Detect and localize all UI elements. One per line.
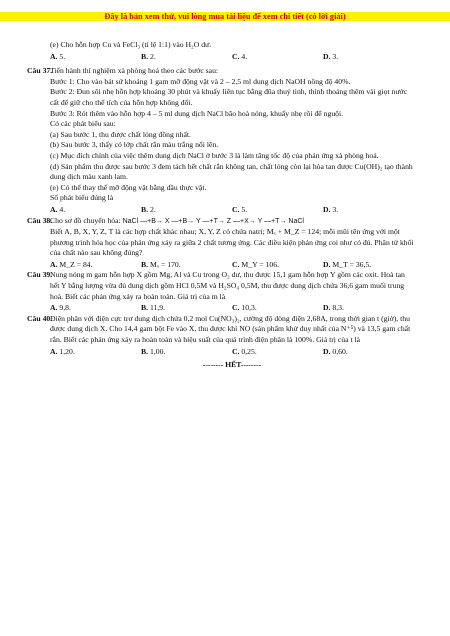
option-c: C. 4. [232, 51, 248, 61]
option-d: D. M_T = 36,5. [323, 259, 372, 269]
q38-options [50, 260, 414, 271]
q37-line: Bước 2: Đun sôi nhẹ hỗn hợp khoảng 30 phút và khuấy liên tục bằng đũa thuỷ tinh, thỉnh thoảng thêm vài giọt nước cất để giữ cho thể tích của hỗn hợp không đổi. [50, 87, 408, 107]
option-c: C. M_Y = 106. [232, 259, 279, 269]
option-a: A. 9,8. [50, 303, 71, 313]
q40-line: Điện phân với điện cực trơ dung dịch chứa 0,2 mol Cu(NO₃)₂, cường độ dòng điện 2,68A, trong thời gian t (giờ), thu được dung dịch X. Cho 14,4 gam bột Fe vào X, thu được khí NO (sản phẩm khử duy nhất của N⁺⁵) và 13,5 gam chất rắn. Biết các phản ứng xảy ra hoàn toàn và hiệu suất của quá trình điện phân là 100%. Giá trị của t là [50, 313, 411, 345]
q37-line: Bước 1: Cho vào bát sứ khoảng 1 gam mỡ động vật và 2 – 2,5 ml dung dịch NaOH nồng độ 40%. [50, 76, 351, 86]
q37-line: (e) Có thể thay thế mỡ động vật bằng dầu thực vật. [50, 182, 207, 192]
q37-line: Bước 3: Rót thêm vào hỗn hợp 4 – 5 ml dung dịch NaCl bão hoà nóng, khuấy nhẹ rồi để nguội. [50, 108, 344, 118]
preview-banner [0, 12, 450, 21]
question-number: Câu 39. [27, 270, 53, 280]
question-39 [27, 270, 414, 313]
q36-statement-e: (e) Cho hỗn hợp Cu và FeCl₃ (tỉ lệ 1:1) vào H₂O dư. [50, 40, 212, 49]
q39-options [50, 303, 414, 314]
option-b: B. 2. [141, 204, 156, 214]
q38-intro: Cho sơ đồ chuyển hóa: [50, 215, 121, 225]
banner-text: Đây là bản xem thử, vui lòng mua tài liệu để xem chi tiết (có lời giải) [104, 12, 346, 21]
q39-line: Nung nóng m gam hỗn hợp X gồm Mg, Al và Cu trong O₂ dư, thu được 15,1 gam hỗn hợp Y gồm các oxit. Hoà tan hết Y bằng lượng vừa đủ dung dịch gồm HCl 0,5M và H₂SO₄ 0,5M, thu được dung dịch chứa 36,6 gam muối trung hoà. Biết các phản ứng xảy ra hoàn toàn. Giá trị của m là [50, 270, 405, 301]
option-d: D. 3. [323, 204, 339, 214]
document-page [27, 40, 414, 371]
option-c: C. 5. [232, 204, 248, 214]
question-36-tail [50, 40, 414, 62]
q37-line: Tiến hành thí nghiệm xà phòng hoá theo các bước sau: [50, 66, 219, 76]
option-a: A. 5. [50, 51, 66, 61]
q37-line: Số phát biểu đúng là [50, 193, 114, 203]
option-b: B. 11,9. [141, 303, 166, 313]
option-d: D. 0,60. [323, 346, 348, 356]
q37-line: (a) Sau bước 1, thu được chất lỏng đồng nhất. [50, 129, 191, 139]
option-b: B. 2. [141, 51, 156, 61]
option-d: D. 3. [323, 51, 339, 61]
q37-line: Có các phát biểu sau: [50, 119, 116, 129]
q38-intro-line [50, 216, 414, 228]
option-a: A. 4. [50, 204, 66, 214]
q38-line: Biết A, B, X, Y, Z, T là các hợp chất khác nhau; X, Y, Z có chứa natri; Mₓ + M_Z = 124; mỗi mũi tên ứng với một phương trình hóa học của phản ứng xảy ra giữa 2 chất tương ứng. Các điều kiện phản ứng coi như có đủ. Phân tử khối của chất nào sau không đúng? [50, 227, 414, 258]
option-c: C. 0,25. [232, 346, 257, 356]
option-a: A. M_Z = 84. [50, 259, 93, 269]
q37-line: (d) Sản phẩm thu được sau bước 3 đem tách hết chất rắn không tan, chất lỏng còn lại hòa tan được Cu(OH)₂ tạo thành dung dịch màu xanh lam. [50, 161, 413, 182]
option-d: D. 8,3. [323, 303, 344, 313]
question-number: Câu 40. [27, 313, 53, 323]
option-c: C. 10,3. [232, 303, 257, 313]
question-37 [27, 66, 414, 215]
q37-line: (b) Sau bước 3, thấy có lớp chất rắn màu trắng nổi lên. [50, 140, 219, 150]
q37-options [50, 205, 414, 216]
option-b: B. 1,00. [141, 346, 166, 356]
question-number: Câu 38. [27, 215, 53, 225]
q36-options [50, 52, 414, 63]
question-38 [27, 215, 414, 271]
question-number: Câu 37. [27, 66, 53, 76]
reaction-scheme: NaCl —+B→ X —+B→ Y —+T→ Z —+X→ Y —+T→ NaCl [122, 217, 304, 225]
end-marker: -------- HẾT-------- [202, 360, 262, 370]
question-40 [27, 313, 414, 357]
option-a: A. 1,20. [50, 346, 75, 356]
q40-options [50, 347, 414, 358]
option-b: B. Mₓ = 170. [141, 259, 181, 269]
q37-line: (c) Mục đích chính của việc thêm dung dịch NaCl ở bước 3 là làm tăng tốc độ của phản ứng xà phòng hoá. [50, 150, 379, 160]
